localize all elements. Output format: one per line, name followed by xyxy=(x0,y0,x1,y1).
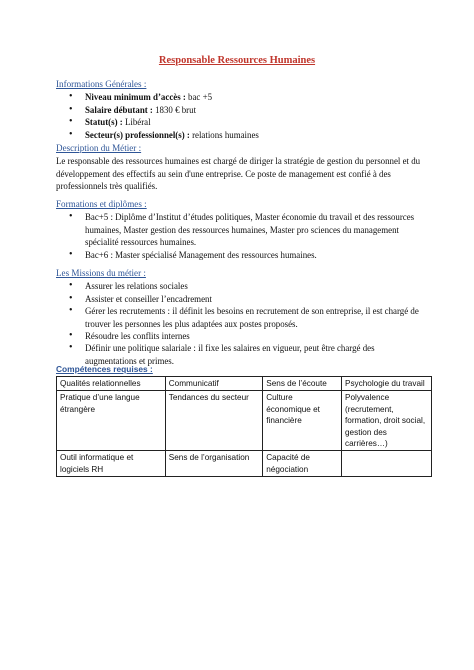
info-item xyxy=(56,91,428,103)
info-item xyxy=(56,104,428,116)
table-cell: Culture économique et financière xyxy=(263,391,342,451)
table-cell: Capacité de négociation xyxy=(263,451,342,477)
info-label: Secteur(s) professionnel(s) : xyxy=(85,129,190,140)
table-cell: Psychologie du travail xyxy=(342,377,432,391)
mission-item: • Assister et conseiller l’encadrement xyxy=(56,293,428,305)
table-row xyxy=(57,391,432,451)
info-label: Niveau minimum d’accès : xyxy=(85,92,186,103)
mission-item: • Gérer les recrutements : il définit les besoins en recrutement de son entreprise, il est chargé de trouver les personnes les plus adaptées aux postes proposés. xyxy=(56,305,428,330)
table-cell: Sens de l’organisation xyxy=(165,451,263,477)
formation-item: • Bac+6 : Master spécialisé Management des ressources humaines. xyxy=(56,249,428,261)
infos-heading: Informations Générales : xyxy=(56,79,147,89)
description-heading: Description du Métier : xyxy=(56,143,142,153)
table-cell: Communicatif xyxy=(165,377,263,391)
mission-item: • Définir une politique salariale : il fixe les salaires en vigueur, peut être chargé des augmentations et primes. xyxy=(56,342,428,367)
competences-heading: Compétences requises : xyxy=(56,364,153,374)
info-item xyxy=(56,116,428,128)
missions-list xyxy=(56,280,428,367)
document-title: Responsable Ressources Humaines xyxy=(158,55,316,66)
mission-item: • Assurer les relations sociales xyxy=(56,280,428,292)
table-row xyxy=(57,377,432,391)
description-section xyxy=(56,142,428,193)
info-value: 1830 € brut xyxy=(152,104,197,115)
info-value: bac +5 xyxy=(185,92,213,103)
info-label: Statut(s) : xyxy=(85,117,123,128)
competences-table xyxy=(56,376,432,477)
table-cell: Outil informatique et logiciels RH xyxy=(57,451,166,477)
table-cell: Polyvalence (recrutement, formation, droit social, gestion des carrières…) xyxy=(342,391,432,451)
formations-list xyxy=(56,211,428,261)
table-row xyxy=(57,451,432,477)
info-value: Libéral xyxy=(122,117,151,128)
description-text: Le responsable des ressources humaines est chargé de diriger la stratégie de gestion du personnel et du développement des effectifs au sein d'une entreprise. Ce poste de management est confié à des professionnels très qualifiés. xyxy=(56,156,421,192)
infos-list xyxy=(56,91,428,141)
info-item xyxy=(56,129,428,141)
info-label: Salaire débutant : xyxy=(85,104,153,115)
missions-section xyxy=(56,267,428,367)
formation-item: • Bac+5 : Diplôme d’Institut d’études politiques, Master économie du travail et des ressources humaines, Master gestion des ressources humaines, Master pro sciences du management spécialité ressources humaines. xyxy=(56,211,428,248)
missions-heading: Les Missions du métier : xyxy=(56,268,146,278)
formations-heading: Formations et diplômes : xyxy=(56,199,147,209)
competences-section xyxy=(56,363,428,376)
mission-item: • Résoudre les conflits internes xyxy=(56,330,428,342)
infos-section xyxy=(56,78,428,141)
table-cell xyxy=(342,451,432,477)
info-value: relations humaines xyxy=(189,129,259,140)
table-cell: Sens de l’écoute xyxy=(263,377,342,391)
table-cell: Tendances du secteur xyxy=(165,391,263,451)
table-cell: Pratique d’une langue étrangère xyxy=(57,391,166,451)
formations-section xyxy=(56,198,428,261)
table-cell: Qualités relationnelles xyxy=(57,377,166,391)
